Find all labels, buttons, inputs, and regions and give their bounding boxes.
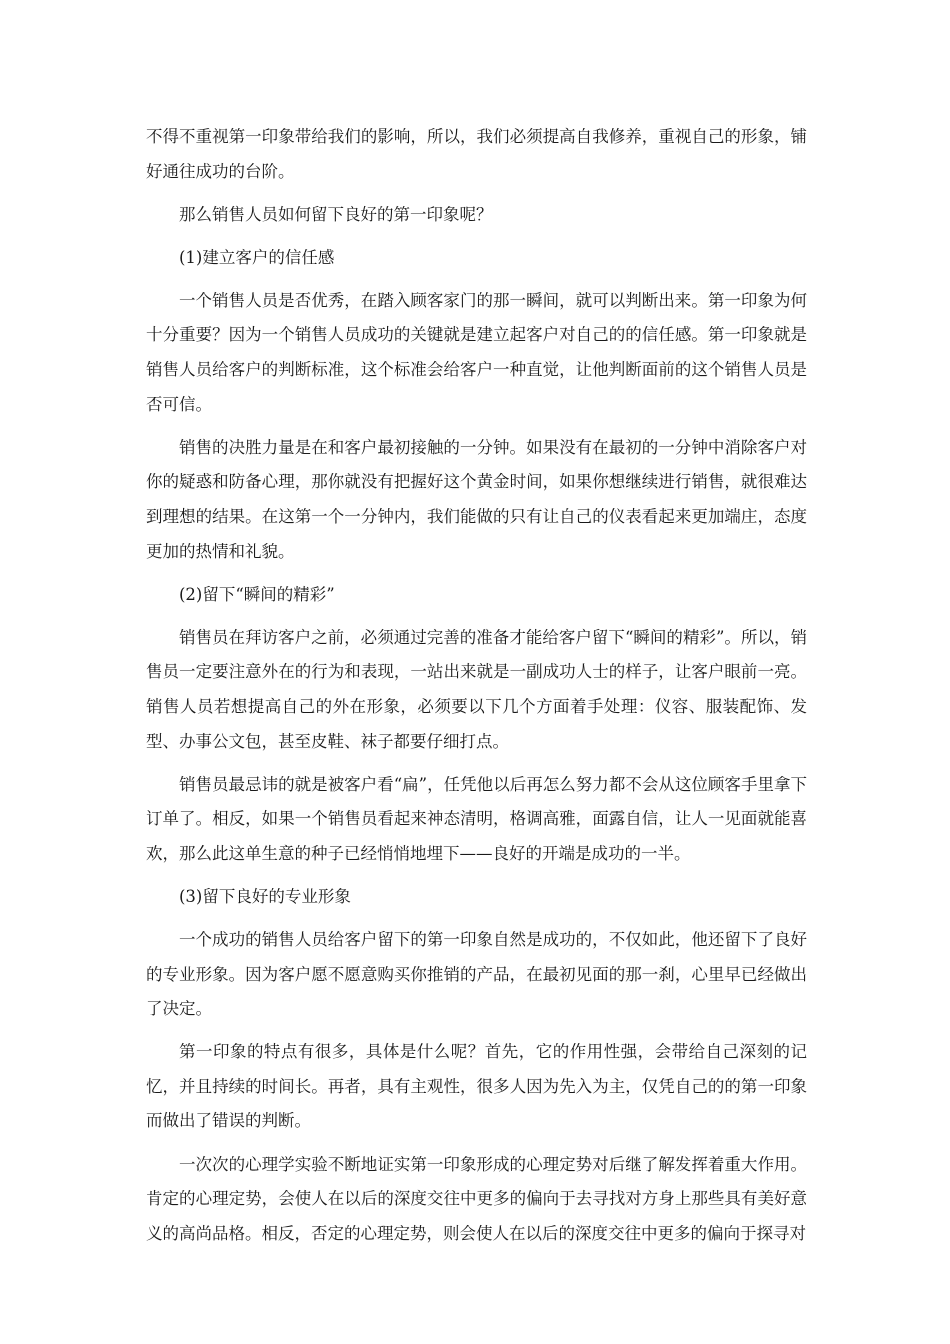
paragraph-9: 一次次的心理学实验不断地证实第一印象形成的心理定势对后继了解发挥着重大作用。肯定的心理定势，会使人在以后的深度交往中更多的偏向于去寻找对方身上那些具有美好意义的高尚品格。相反，否定的心理定势，则会使人在以后的深度交往中更多的偏向于探寻对 <box>146 1154 807 1243</box>
paragraph-4: 销售的决胜力量是在和客户最初接触的一分钟。如果没有在最初的一分钟中消除客户对你的疑惑和防备心理，那你就没有把握好这个黄金时间，如果你想继续进行销售，就很难达到理想的结果。在这第一个一分钟内，我们能做的只有让自己的仪表看起来更加端庄，态度更加的热情和礼貌。 <box>146 437 807 561</box>
section-heading-2: (2)留下“瞬间的精彩” <box>179 584 335 604</box>
document-body <box>146 120 807 1251</box>
paragraph-2: 那么销售人员如何留下良好的第一印象呢？ <box>179 204 493 224</box>
paragraph-5: 销售员在拜访客户之前，必须通过完善的准备才能给客户留下“瞬间的精彩”。所以，销售员一定要注意外在的行为和表现，一站出来就是一副成功人士的样子，让客户眼前一亮。销售人员若想提高自己的外在形象，必须要以下几个方面着手处理：仪容、服装配饰、发型、办事公文包，甚至皮鞋、袜子都要仔细打点。 <box>146 627 807 751</box>
paragraph-3: 一个销售人员是否优秀，在踏入顾客家门的那一瞬间，就可以判断出来。第一印象为何十分重要？因为一个销售人员成功的关键就是建立起客户对自己的的信任感。第一印象就是销售人员给客户的判断标准，这个标准会给客户一种直觉，让他判断面前的这个销售人员是否可信。 <box>146 290 807 414</box>
paragraph-7: 一个成功的销售人员给客户留下的第一印象自然是成功的，不仅如此，他还留下了良好的专业形象。因为客户愿不愿意购买你推销的产品，在最初见面的那一刹，心里早已经做出了决定。 <box>146 929 807 1019</box>
paragraph-1: 不得不重视第一印象带给我们的影响，所以，我们必须提高自我修养，重视自己的形象，铺好通往成功的台阶。 <box>146 127 807 181</box>
section-heading-3: (3)留下良好的专业形象 <box>179 886 351 906</box>
paragraph-8: 第一印象的特点有很多，具体是什么呢？首先，它的作用性强，会带给自己深刻的记忆，并且持续的时间长。再者，具有主观性，很多人因为先入为主，仅凭自己的的第一印象而做出了错误的判断。 <box>146 1042 807 1131</box>
paragraph-6: 销售员最忌讳的就是被客户看“扁”，任凭他以后再怎么努力都不会从这位顾客手里拿下订单了。相反，如果一个销售员看起来神态清明，格调高雅，面露自信，让人一见面就能喜欢，那么此这单生意的种子已经悄悄地埋下——良好的开端是成功的一半。 <box>146 774 807 863</box>
section-heading-1: (1)建立客户的信任感 <box>179 247 335 267</box>
